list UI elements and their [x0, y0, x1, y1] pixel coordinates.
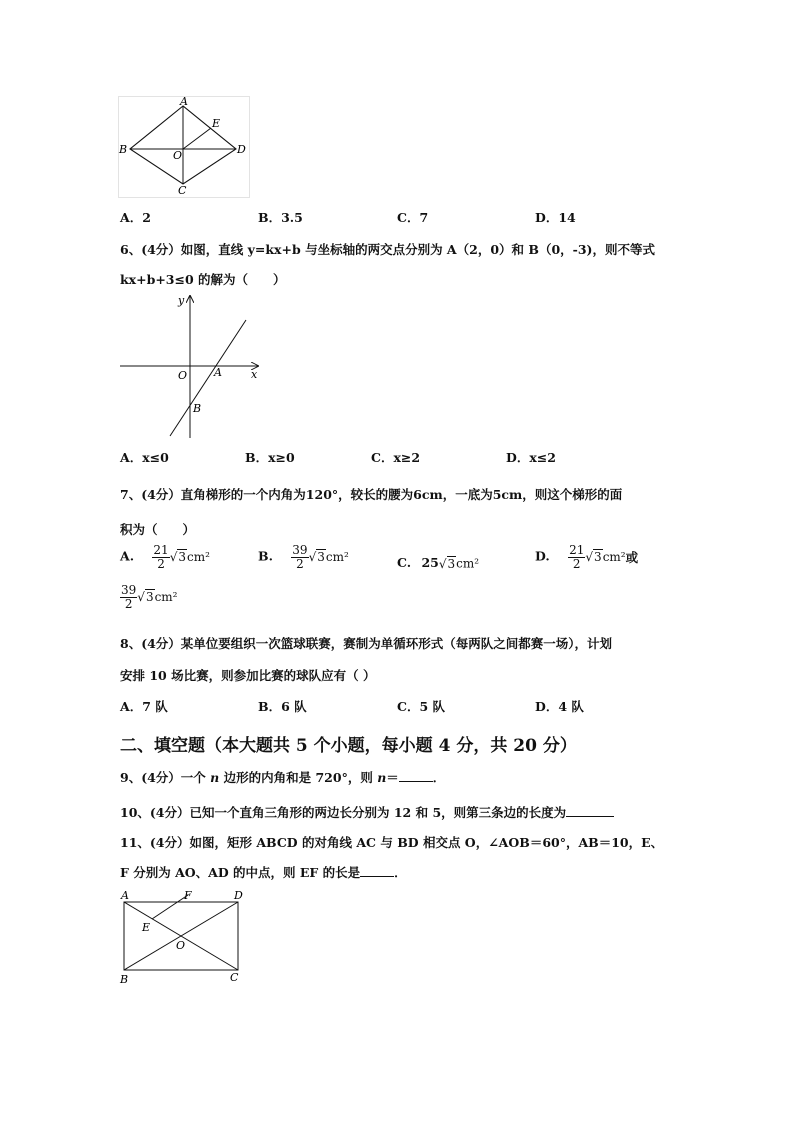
rectangle-figure	[116, 886, 252, 988]
label-axis-y: y	[178, 294, 185, 307]
rectangle-svg	[116, 886, 252, 988]
q7-option-d2-sqrt: √3	[137, 590, 154, 605]
q7-option-d: D. $\frac{21}{2}$ √3cm²或	[535, 543, 639, 571]
q7-option-b-fraction: $\frac{39}{2}$	[292, 543, 308, 571]
q11-line2: F 分别为 AO、AD 的中点，则 EF 的长是 ．	[120, 865, 407, 880]
line-graph-figure	[118, 290, 268, 440]
q7-option-a-sqrt: √3	[169, 550, 186, 565]
label-point-b: B	[193, 402, 202, 415]
q7-option-c: C. 25√3cm²	[397, 555, 480, 571]
q6-option-c: C．x≥2	[371, 450, 421, 465]
label-d: D	[237, 143, 246, 156]
q7-option-b: B. $\frac{39}{2}$ √3cm²	[258, 543, 349, 571]
q6-option-b: B．x≥0	[245, 450, 295, 465]
q7-option-c-sqrt: √3	[438, 556, 456, 571]
label-a: A	[121, 889, 129, 902]
rhombus-svg	[118, 96, 250, 198]
line-graph-svg	[118, 290, 268, 440]
q5-option-b: B．3.5	[258, 210, 303, 225]
q10-line: 10、(4分）已知一个直角三角形的两边长分别为 12 和 5，则第三条边的长度为	[120, 803, 614, 821]
label-origin: O	[178, 369, 188, 382]
q8-option-b: B．6 队	[258, 699, 307, 714]
q7-option-c-label: C.	[397, 555, 412, 570]
q11-line1: 11、(4分）如图，矩形 ABCD 的对角线 AC 与 BD 相交点 O，∠AOB＝60°，AB＝10，E、	[120, 835, 664, 850]
label-b: B	[119, 143, 128, 156]
q6-option-a: A．x≤0	[120, 450, 169, 465]
segment-ef	[152, 895, 188, 919]
label-b: B	[120, 973, 129, 986]
q7-option-a-label: A.	[120, 548, 135, 564]
q7-option-b-label: B.	[258, 548, 273, 564]
q9-answer-blank[interactable]	[399, 781, 433, 782]
q7-option-b-sqrt: √3	[308, 550, 325, 565]
q7-option-a: A. $\frac{21}{2}$ √3cm²	[120, 543, 210, 571]
q8-line2: 安排 10 场比赛，则参加比赛的球队应有（ ）	[120, 668, 376, 683]
q7-option-d-continued: $\frac{39}{2}$ √3cm²	[121, 583, 178, 611]
q9-line: 9、(4分）一个 n 边形的内角和是 720°，则 n＝ ．	[120, 770, 446, 785]
label-c: C	[178, 184, 187, 197]
q7-option-d-sqrt: √3	[585, 550, 602, 565]
q6-option-d: D．x≤2	[506, 450, 556, 465]
q5-option-a: A．2	[120, 210, 151, 225]
q7-option-a-fraction: $\frac{21}{2}$	[153, 543, 169, 571]
q5-option-c: C．7	[397, 210, 429, 225]
label-c: C	[230, 971, 239, 984]
q6-line1: 6、(4分）如图，直线 y=kx+b 与坐标轴的两交点分别为 A（2，0）和 B（0，-3)，则不等式	[120, 242, 655, 257]
q7-line2: 积为（ ）	[120, 522, 196, 537]
label-axis-x: x	[251, 368, 258, 381]
segment-oe	[183, 128, 211, 149]
q8-option-c: C．5 队	[397, 699, 445, 714]
label-e: E	[212, 117, 221, 130]
q7-option-d2-fraction: $\frac{39}{2}$	[121, 583, 137, 611]
q10-answer-blank[interactable]	[566, 816, 614, 817]
label-o: O	[173, 149, 183, 162]
label-a: A	[180, 96, 188, 108]
label-d: D	[234, 889, 243, 902]
rhombus-figure	[118, 96, 250, 198]
label-o: O	[176, 939, 186, 952]
q8-line1: 8、(4分）某单位要组织一次篮球联赛，赛制为单循环形式（每两队之间都赛一场），计划	[120, 636, 613, 651]
section-2-title: 二、填空题（本大题共 5 个小题，每小题 4 分，共 20 分）	[120, 736, 577, 756]
q7-option-d-label: D.	[535, 548, 550, 564]
label-point-a: A	[214, 366, 222, 379]
label-f: F	[184, 889, 192, 902]
q6-line2: kx+b+3≤0 的解为（ ）	[120, 272, 286, 287]
q5-option-d: D．14	[535, 210, 576, 225]
q7-option-d-fraction: $\frac{21}{2}$	[569, 543, 585, 571]
q11-answer-blank[interactable]	[360, 876, 394, 877]
q8-option-d: D．4 队	[535, 699, 584, 714]
label-e: E	[142, 921, 151, 934]
q7-line1: 7、(4分）直角梯形的一个内角为120°，较长的腰为6cm，一底为5cm，则这个梯形的面	[120, 487, 623, 502]
q8-option-a: A．7 队	[120, 699, 168, 714]
